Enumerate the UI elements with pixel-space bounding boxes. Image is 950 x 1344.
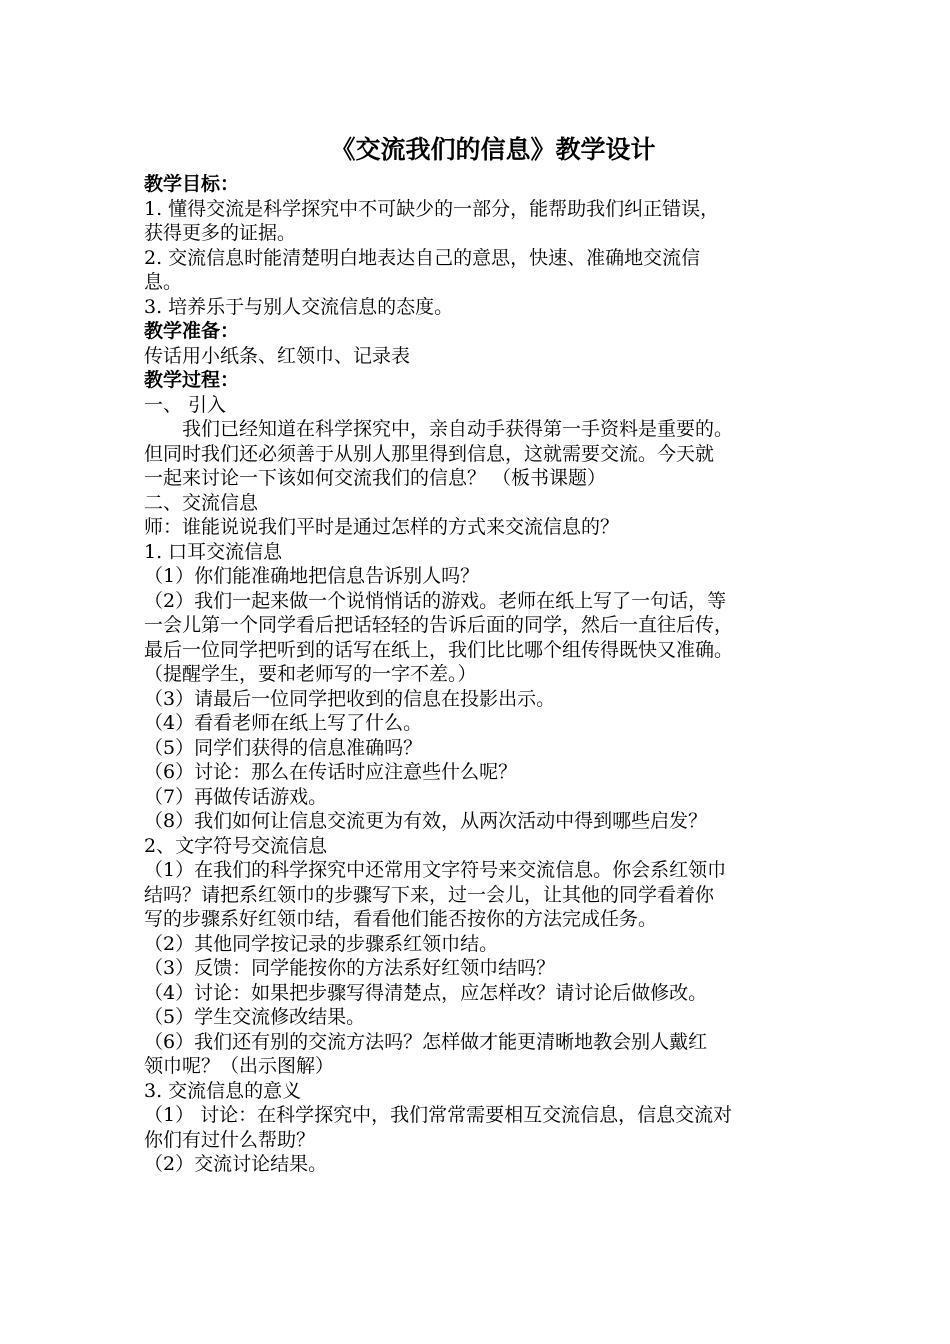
text-line: （2）我们一起来做一个说悄悄话的游戏。老师在纸上写了一句话，等 [144,589,727,612]
text-line: （1） 讨论：在科学探究中，我们常常需要相互交流信息，信息交流对 [144,1104,733,1126]
text-line: （1）在我们的科学探究中还常用文字符号来交流信息。你会系红领巾 [144,859,727,881]
text-line: 写的步骤系好红领巾结，看看他们能否按你的方法完成任务。 [144,908,658,930]
text-line: （5）同学们获得的信息准确吗？ [144,736,423,759]
text-line: 一、 引入 [144,393,227,416]
text-line: 传话用小纸条、红领巾、记录表 [144,344,411,367]
text-line: （3）请最后一位同学把收到的信息在投影出示。 [144,687,556,710]
text-line: 3. 交流信息的意义 [144,1079,302,1102]
text-line: 息。 [144,271,183,293]
text-line: 最后一位同学把听到的话写在纸上，我们比比哪个组传得既快又准确。 [144,638,734,661]
text-line: （8）我们如何让信息交流更为有效，从两次活动中得到哪些启发？ [144,810,708,832]
text-line: 3. 培养乐于与别人交流信息的态度。 [144,295,454,318]
section-heading: 教学过程： [144,369,240,391]
text-line: 获得更多的证据。 [144,222,297,244]
section-heading: 教学准备： [144,320,240,342]
text-line: （6）我们还有别的交流方法吗？怎样做才能更清晰地教会别人戴红 [144,1030,708,1053]
text-line: （5）学生交流修改结果。 [144,1006,366,1028]
text-line: （2）交流讨论结果。 [144,1153,328,1175]
text-line: 二、交流信息 [144,491,259,514]
text-line: （1）你们能准确地把信息告诉别人吗？ [144,565,480,587]
text-line: （6）讨论：那么在传话时应注意些什么呢？ [144,761,518,783]
text-line: （2）其他同学按记录的步骤系红领巾结。 [144,932,499,955]
text-line: （3）反馈：同学能按你的方法系好红领巾结吗？ [144,957,556,979]
text-line: 结吗？请把系红领巾的步骤写下来，过一会儿，让其他的同学看着你 [144,883,715,906]
text-line: 2. 交流信息时能清楚明白地表达自己的意思，快速、准确地交流信 [144,246,701,269]
section-heading: 教学目标： [144,173,240,195]
text-line: 一会儿第一个同学看后把话轻轻的告诉后面的同学，然后一直往后传， [144,614,734,636]
document-body [144,172,824,1177]
text-line: 但同时我们还必须善于从别人那里得到信息，这就需要交流。今天就 [144,442,715,465]
text-line: 一起来讨论一下该如何交流我们的信息？ （板书课题） [144,467,607,489]
text-line: 2、文字符号交流信息 [144,834,328,857]
text-line: 我们已经知道在科学探究中，亲自动手获得第一手资料是重要的。 [182,418,734,440]
text-line: 师：谁能说说我们平时是通过怎样的方式来交流信息的？ [144,516,620,538]
text-line: 1. 懂得交流是科学探究中不可缺少的一部分，能帮助我们纠正错误， [144,197,720,220]
document-page [144,130,824,1177]
document-title: 《交流我们的信息》教学设计 [330,135,656,164]
text-line: （提醒学生，要和老师写的一字不差。） [144,663,477,685]
text-line: 领巾呢？（出示图解） [144,1055,335,1077]
text-line: （4）看看老师在纸上写了什么。 [144,712,423,734]
text-line: 你们有过什么帮助？ [144,1128,316,1151]
text-line: （7）再做传话游戏。 [144,785,328,808]
text-line: 1. 口耳交流信息 [144,540,283,563]
text-line: （4）讨论：如果把步骤写得清楚点，应怎样改？请讨论后做修改。 [144,981,708,1004]
